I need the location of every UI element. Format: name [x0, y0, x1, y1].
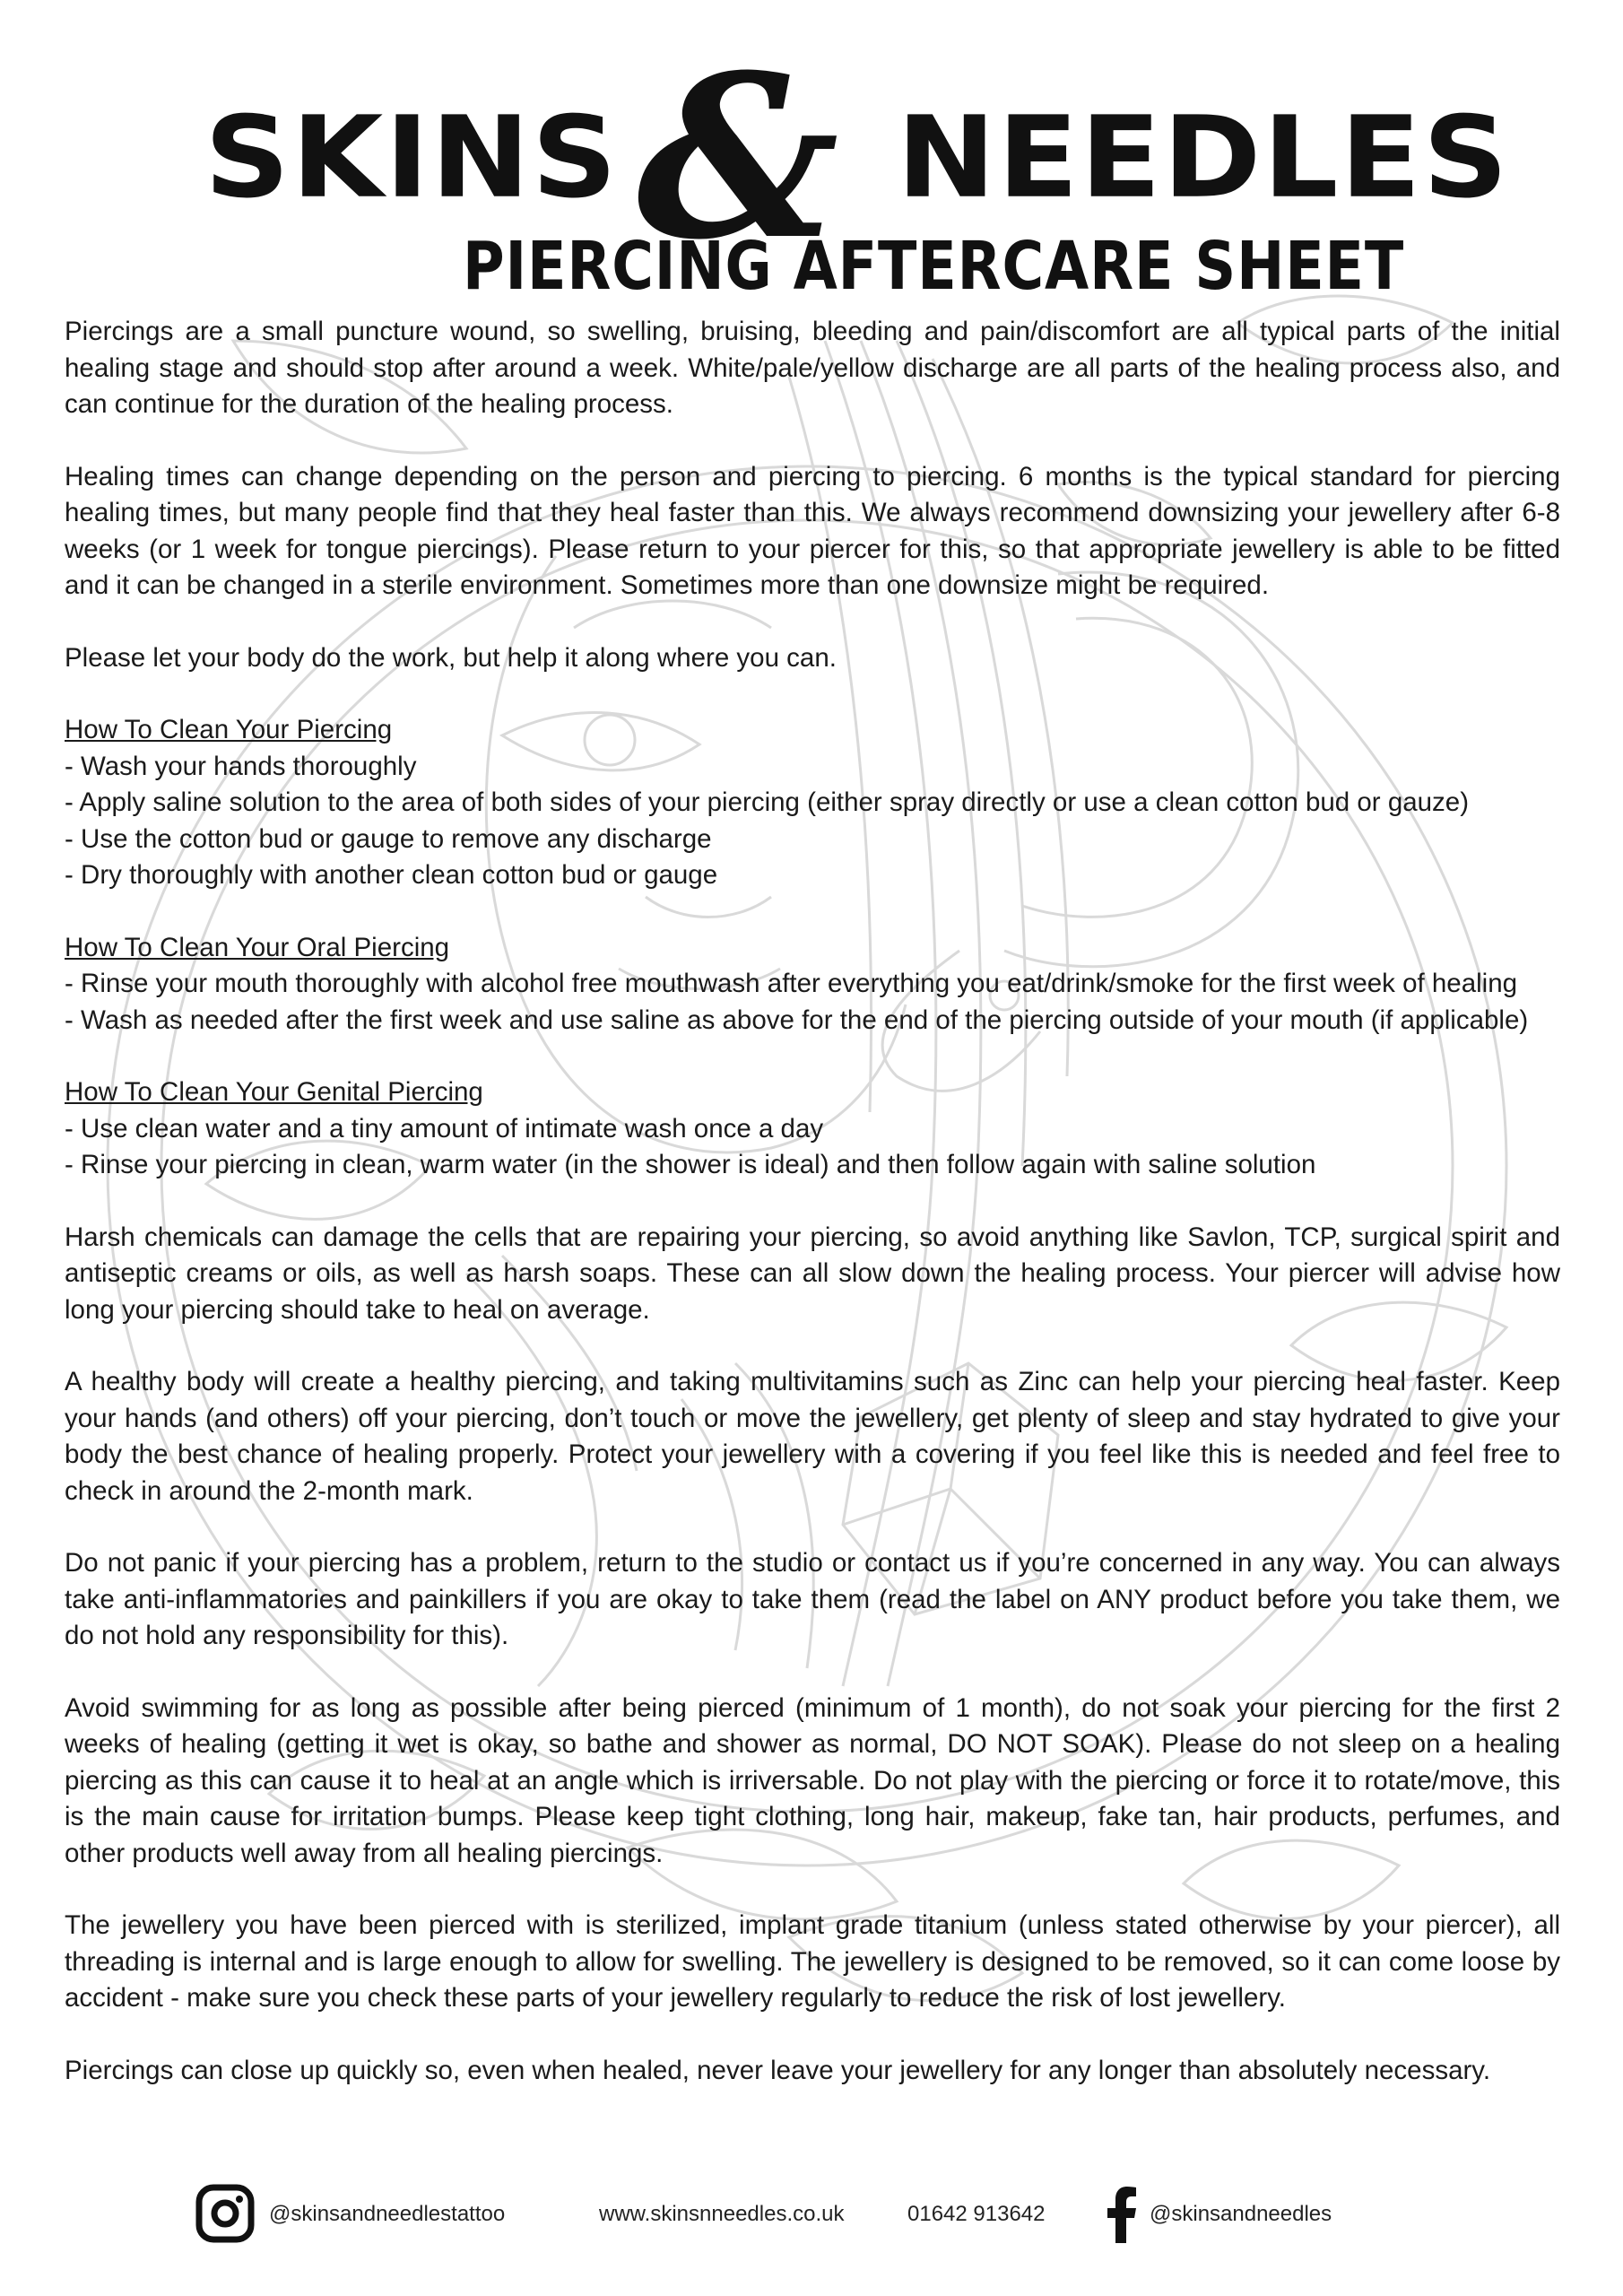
document-body [65, 314, 1560, 2125]
list-item: - Use the cotton bud or gauge to remove any discharge [65, 823, 712, 854]
brand-name-right: NEEDLES [897, 91, 1510, 224]
paragraph-intro-3: Please let your body do the work, but help it along where you can. [65, 642, 837, 673]
brand-ampersand: & [637, 25, 839, 289]
facebook-icon[interactable] [1103, 2184, 1139, 2243]
section-heading: How To Clean Your Genital Piercing [65, 1077, 483, 1107]
list-item: - Use clean water and a tiny amount of intimate wash once a day [65, 1113, 824, 1144]
website-link[interactable]: www.skinsnneedles.co.uk [599, 2202, 845, 2226]
list-item: - Wash as needed after the first week and use saline as above for the end of the piercing outside of your mouth (if applicable) [65, 1004, 1529, 1035]
section-heading: How To Clean Your Piercing [65, 715, 393, 744]
instagram-handle-link[interactable]: @skinsandneedlestattoo [269, 2202, 506, 2226]
list-item: - Rinse your mouth thoroughly with alcohol free mouthwash after everything you eat/drink/smoke for the first week of healing [65, 969, 1518, 998]
paragraph-closing: Piercings can close up quickly so, even when healed, never leave your jewellery for any longer than absolutely necessary. [65, 2055, 1491, 2085]
header [0, 25, 1623, 314]
list-item: - Dry thoroughly with another clean cotton bud or gauge [65, 860, 718, 890]
paragraph-jewellery: The jewellery you have been pierced with is sterilized, implant grade titanium (unless stated otherwise by your piercer), all threading is internal and is large enough to allow for swelling. The jewellery is designed to be removed, so it can come loose by accident - make sure you check these parts of your jewellery regularly to reduce the risk of lost jewellery. [65, 1910, 1560, 2013]
footer [0, 2184, 1623, 2247]
facebook-handle-link[interactable]: @skinsandneedles [1150, 2202, 1332, 2226]
paragraph-swimming: Avoid swimming for as long as possible after being pierced (minimum of 1 month), do not soak your piercing for the first 2 weeks of healing (getting it wet is okay, so bathe and shower as normal, DO NOT SOAK). Please do not sleep on a healing piercing as this can cause it to heal at an angle which is irriversable. Do not play with the piercing or force it to rotate/move, this is the main cause for irritation bumps. Please keep tight clothing, long hair, makeup, fake tan, hair products, perfumes, and other products well away from all healing piercings. [65, 1692, 1560, 1868]
paragraph-intro-2: Healing times can change depending on the person and piercing to piercing. 6 months is the typical standard for piercing healing times, but many people find that they heal faster than this. We always recommend downsizing your jewellery after 6-8 weeks (or 1 week for tongue piercings). Please return to your piercer for this, so that appropriate jewellery is able to be fitted and it can be changed in a sterile environment. Sometimes more than one downsize might be required. [65, 461, 1560, 600]
brand-name-left: SKINS [204, 91, 620, 224]
phone-number[interactable]: 01642 913642 [907, 2202, 1046, 2226]
list-item: - Wash your hands thoroughly [65, 751, 417, 781]
section-clean-piercing [65, 712, 1560, 894]
section-clean-oral-piercing [65, 930, 1560, 1039]
paragraph-intro-1: Piercings are a small puncture wound, so swelling, bruising, bleeding and pain/discomfort are all typical parts of the initial healing stage and should stop after around a week. White/pale/yellow discharge are all parts of the healing process also, and can continue for the duration of the healing process. [65, 317, 1560, 419]
page-title: PIERCING AFTERCARE SHEET [463, 228, 1405, 305]
list-item: - Rinse your piercing in clean, warm water (in the shower is ideal) and then follow again with saline solution [65, 1150, 1316, 1179]
paragraph-chemicals: Harsh chemicals can damage the cells that are repairing your piercing, so avoid anything like Savlon, TCP, surgical spirit and antiseptic creams or oils, as well as harsh soaps. These can all slow down the healing process. Your piercer will advise how long your piercing should take to heal on average. [65, 1222, 1560, 1325]
instagram-icon[interactable] [195, 2184, 255, 2243]
list-item: - Apply saline solution to the area of both sides of your piercing (either spray directly or use a clean cotton bud or gauze) [65, 787, 1470, 817]
section-heading: How To Clean Your Oral Piercing [65, 932, 450, 962]
section-clean-genital-piercing [65, 1074, 1560, 1184]
paragraph-problems: Do not panic if your piercing has a problem, return to the studio or contact us if you’re concerned in any way. You can always take anti-inflammatories and painkillers if you are okay to take them (read the label on ANY product before you take them, we do not hold any responsibility for this). [65, 1548, 1560, 1650]
paragraph-healthy-body: A healthy body will create a healthy piercing, and taking multivitamins such as Zinc can help your piercing heal faster. Keep your hands (and others) off your piercing, don’t touch or move the jewellery, get plenty of sleep and stay hydrated to give your body the best chance of healing properly. Protect your jewellery with a covering if you feel like this is needed and feel free to check in around the 2-month mark. [65, 1367, 1560, 1506]
